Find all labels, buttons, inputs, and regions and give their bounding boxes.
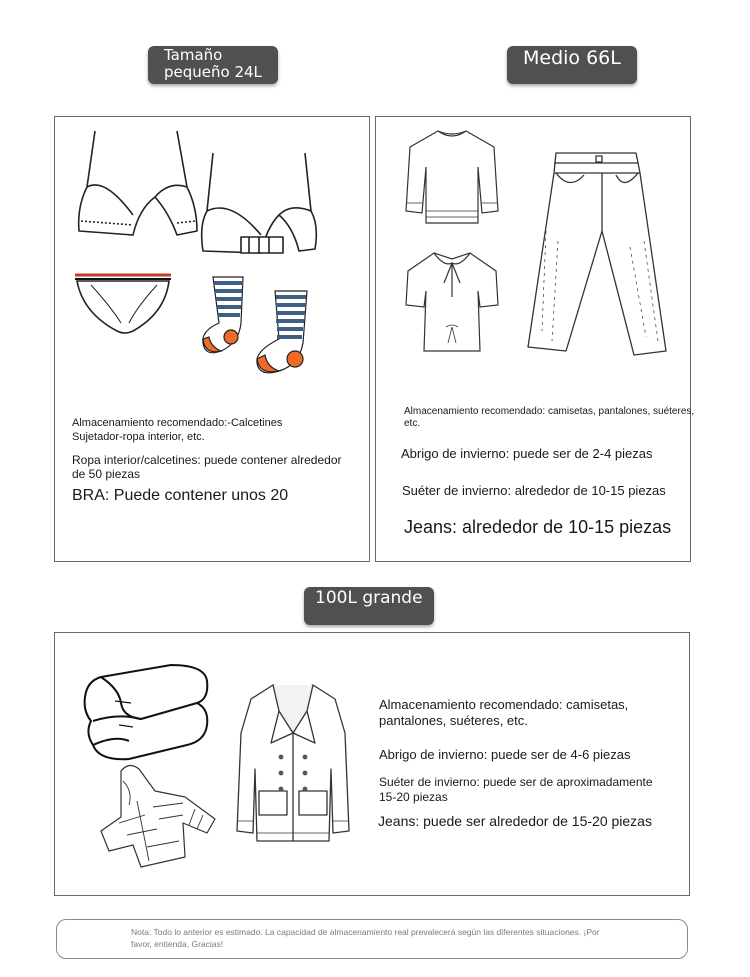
medium-rec-line2: etc. xyxy=(404,418,421,429)
small-rec-line1: Almacenamiento recomendado:-Calcetines xyxy=(72,417,283,429)
bra-illustration xyxy=(65,127,325,257)
note-line1: Nota: Todo lo anterior es estimado. La capacidad de almacenamiento real prevalecerá según las diferentes situaciones. ¡Por xyxy=(131,927,600,937)
note-line2: favor, entienda, Gracias! xyxy=(131,939,224,949)
large-tag-label: 100L grande xyxy=(315,588,423,608)
disclaimer-note xyxy=(56,919,688,959)
large-panel xyxy=(54,632,690,896)
small-cap-line2: de 50 piezas xyxy=(72,467,141,481)
small-size-tag xyxy=(148,46,278,84)
small-rec-line2: Sujetador-ropa interior, etc. xyxy=(72,431,205,443)
blouse-illustration xyxy=(404,247,500,357)
blanket-illustration xyxy=(79,663,211,763)
large-rec-line2: pantalones, suéteres, etc. xyxy=(379,713,528,728)
small-tag-line2: pequeño 24L xyxy=(164,63,262,81)
large-coat-capacity: Abrigo de invierno: puede ser de 4-6 piezas xyxy=(379,747,631,762)
medium-panel xyxy=(375,116,695,562)
medium-sweater-capacity: Suéter de invierno: alrededor de 10-15 piezas xyxy=(402,483,666,498)
underwear-illustration xyxy=(73,273,175,335)
socks-illustration xyxy=(199,273,319,379)
large-rec-line1: Almacenamiento recomendado: camisetas, xyxy=(379,697,629,712)
large-size-tag xyxy=(304,587,434,625)
medium-size-tag xyxy=(507,46,637,84)
large-sweater-line1: Suéter de invierno: puede ser de aproximadamente xyxy=(379,775,653,789)
large-jeans-capacity: Jeans: puede ser alrededor de 15-20 piezas xyxy=(378,813,652,829)
jeans-illustration xyxy=(526,151,666,361)
large-sweater-line2: 15-20 piezas xyxy=(379,790,448,804)
small-tag-line1: Tamaño xyxy=(164,46,223,64)
small-bra-capacity: BRA: Puede contener unos 20 xyxy=(72,487,289,504)
medium-coat-capacity: Abrigo de invierno: puede ser de 2-4 piezas xyxy=(401,446,653,461)
medium-tag-label: Medio 66L xyxy=(523,47,621,69)
small-cap-line1: Ropa interior/calcetines: puede contener alrededor xyxy=(72,453,342,467)
small-panel xyxy=(54,116,370,562)
shearling-coat-illustration xyxy=(235,681,351,847)
medium-jeans-capacity: Jeans: alrededor de 10-15 piezas xyxy=(404,517,672,537)
puffer-jacket-illustration xyxy=(99,761,219,869)
sweater-illustration xyxy=(404,127,500,225)
medium-rec-line1: Almacenamiento recomendado: camisetas, pantalones, suéteres, xyxy=(404,406,695,417)
